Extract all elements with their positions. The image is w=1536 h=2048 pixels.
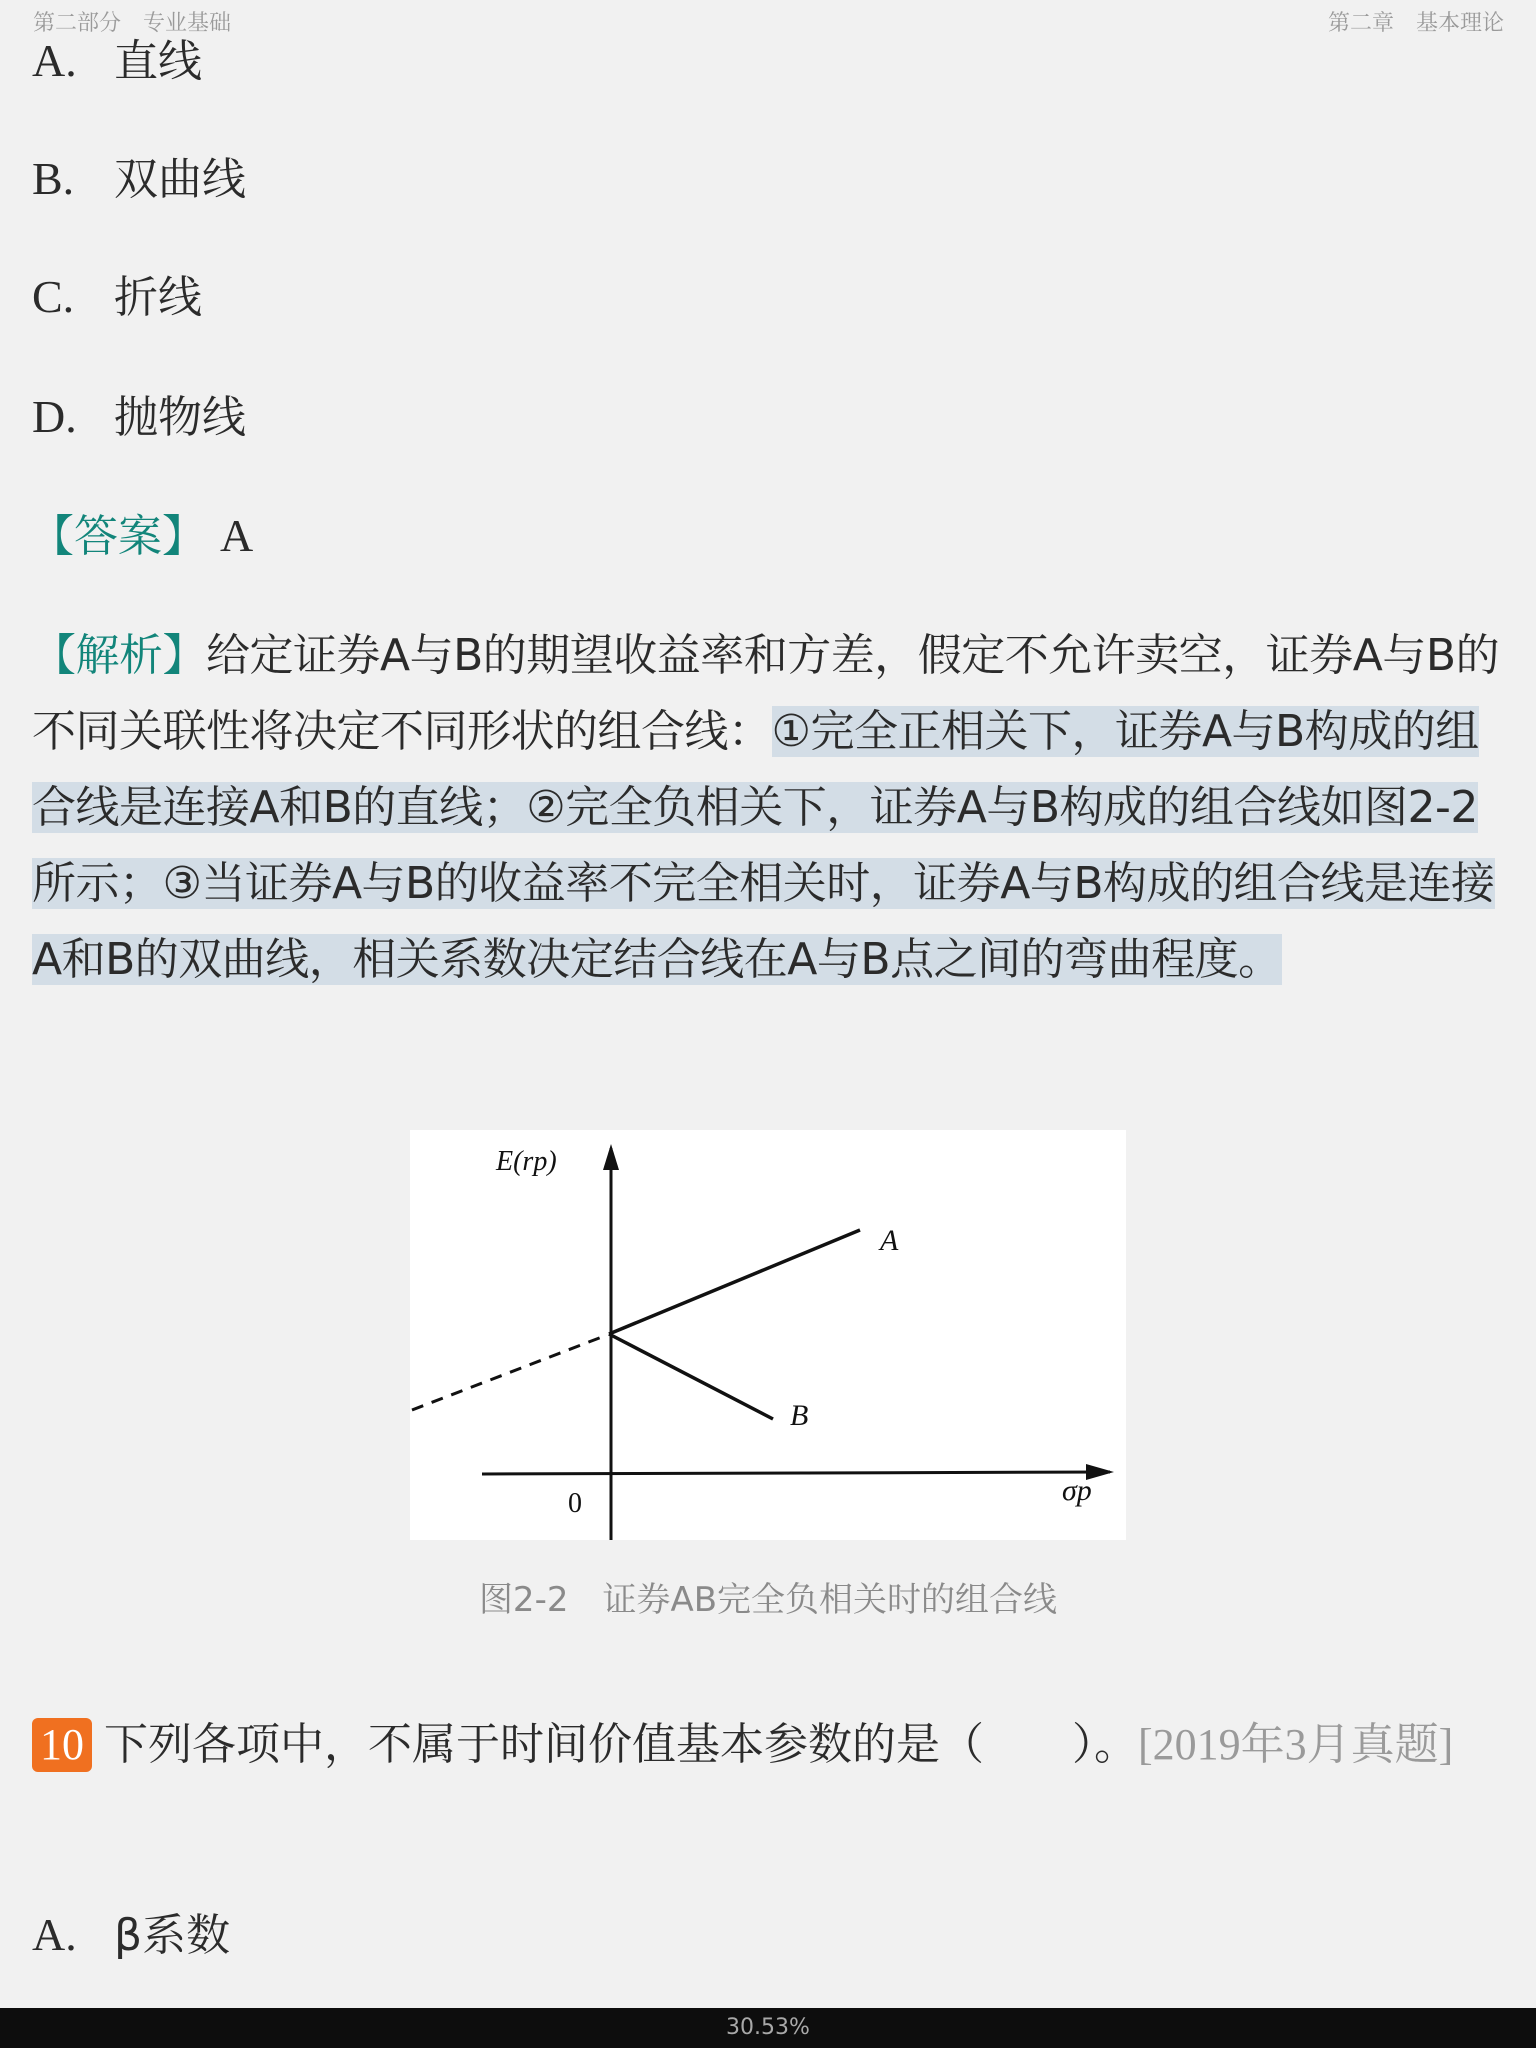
header-chapter-label: 第二章 基本理论 <box>1327 11 1504 36</box>
reading-progress-bar[interactable] <box>0 2008 1536 2048</box>
point-a-label: A <box>880 1224 899 1257</box>
answer-line <box>30 505 253 567</box>
option-letter: B. <box>32 153 75 204</box>
analysis-highlight[interactable]: ①完全正相关下，证券A与B构成的组合线是连接A和B的直线；②完全负相关下，证券A与B构成的组合线如图2-2所示；③当证券A与B的收益率不完全相关时，证券A与B构成的组合线是连接A和B的双曲线，相关系数决定结合线在A与B点之间的弯曲程度。 <box>32 706 1495 985</box>
point-b-label: B <box>790 1399 809 1432</box>
y-axis-arrow <box>603 1144 619 1170</box>
line-to-a <box>609 1230 860 1334</box>
analysis-intro: 给定证券A与B的期望收益率和方差，假定不允许卖空，证券A与B的不同关联性将决定不同形状的组合线： <box>32 630 1500 757</box>
option-b <box>32 148 246 210</box>
analysis-tag: 【解析】 <box>32 630 206 681</box>
figure-2-2 <box>410 1130 1126 1540</box>
option-c <box>32 266 202 328</box>
origin-label: 0 <box>568 1488 582 1519</box>
option-letter: D. <box>32 391 77 442</box>
option-letter: A. <box>32 1909 77 1960</box>
x-axis-label: σp <box>1062 1474 1092 1507</box>
figure-caption: 图2-2 证券AB完全负相关时的组合线 <box>478 1580 1058 1620</box>
x-axis <box>482 1472 1110 1474</box>
progress-percentage: 30.53% <box>726 2015 810 2040</box>
question-source: [2019年3月真题] <box>1138 1720 1454 1769</box>
option-a <box>32 30 202 92</box>
option-text: 折线 <box>114 272 202 323</box>
header-part-label: 第二部分 专业基础 <box>33 11 232 36</box>
portfolio-line-diagram <box>410 1130 1126 1540</box>
y-axis-label: E(rp) <box>496 1146 557 1177</box>
answer-value: A <box>220 510 254 561</box>
option-letter: A. <box>32 35 77 86</box>
option-letter: C. <box>32 271 75 322</box>
line-to-b <box>609 1334 773 1419</box>
question-10 <box>32 1706 1502 1784</box>
question-number-badge: 10 <box>32 1718 92 1772</box>
q10-option-a <box>32 1904 230 1966</box>
option-text: 双曲线 <box>114 154 246 205</box>
option-d <box>32 386 246 448</box>
option-text: 抛物线 <box>114 392 246 443</box>
option-text: β系数 <box>114 1910 231 1961</box>
analysis-paragraph <box>32 618 1502 998</box>
option-text: 直线 <box>114 36 202 87</box>
question-text: 下列各项中，不属于时间价值基本参数的是（ ）。 <box>104 1719 1138 1770</box>
answer-tag: 【答案】 <box>30 511 206 562</box>
dashed-extension-line <box>412 1335 607 1410</box>
